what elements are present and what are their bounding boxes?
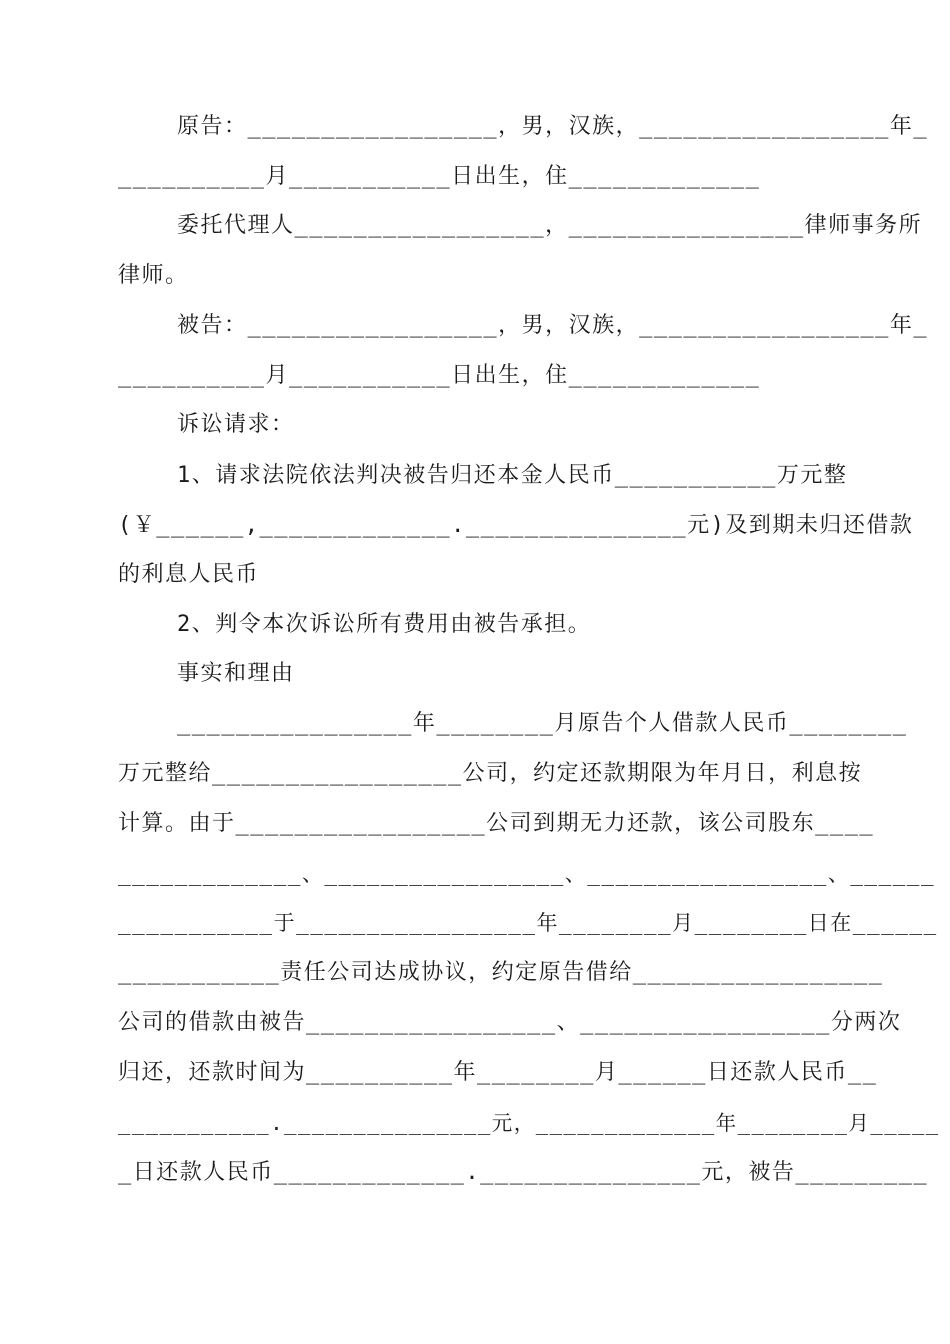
facts-line-5: ___________于_________________年________月________日在______ (118, 911, 938, 935)
claim-1-line-2: (￥______,_____________._______________元)及到期未归还借款 (118, 513, 914, 538)
agent-line-1: 委托代理人_________________，________________律师事务所 (118, 213, 923, 238)
facts-line-7: 公司的借款由被告_________________、_________________分两次 (118, 1010, 902, 1035)
claim-1-line-1: 1、请求法院依法判决被告归还本金人民币___________万元整 (118, 463, 848, 488)
facts-line-1: ________________年________月原告个人借款人民币________ (118, 711, 908, 736)
claim-1-line-3: 的利息人民币 (118, 562, 260, 587)
plaintiff-line-1: 原告：_________________，男，汉族，_________________年_ (118, 114, 929, 139)
facts-line-10: _日还款人民币_____________._______________元，被告_________ (118, 1160, 929, 1185)
defendant-line-2: __________月___________日出生，住_____________ (118, 363, 761, 388)
claims-heading: 诉讼请求： (118, 412, 295, 437)
facts-line-6: ___________责任公司达成协议，约定原告借给_________________ (118, 960, 884, 985)
facts-line-4: _____________、_________________、_________________、______ (118, 862, 936, 886)
facts-heading: 事实和理由 (118, 661, 295, 686)
plaintiff-line-2: __________月___________日出生，住_____________ (118, 164, 761, 189)
facts-line-8: 归还，还款时间为__________年________月______日还款人民币__ (118, 1060, 878, 1085)
facts-line-2: 万元整给_________________公司，约定还款期限为年月日，利息按 (118, 761, 863, 786)
claim-2: 2、判令本次诉讼所有费用由被告承担。 (118, 612, 592, 637)
facts-line-9: ___________._______________元，_____________年________月_____ (118, 1111, 940, 1135)
defendant-line-1: 被告：_________________，男，汉族，_________________年_ (118, 313, 929, 338)
agent-line-2: 律师。 (118, 263, 189, 288)
facts-line-3: 计算。由于_________________公司到期无力还款，该公司股东____ (118, 811, 875, 836)
